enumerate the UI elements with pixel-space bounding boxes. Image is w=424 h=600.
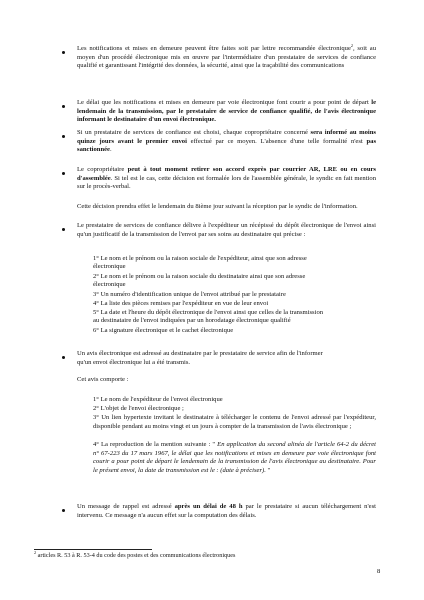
bullet-icon <box>62 172 65 175</box>
page-number: 8 <box>377 568 381 575</box>
bold-text: après un délai de 48 h <box>174 503 243 510</box>
list-item: 3° Un lien hypertexte invitant le destinataire à télécharger le contenu de l'envoi adressé par l'expéditeur, disponible pendant au moins vingt et un jours à compter de la transmission de l'avis électronique ; <box>93 414 376 430</box>
text: . Si tel est le cas, cette décision est formalée lors de l'assemblée générale, le syndic en fait mention sur le procès-verbal. <box>77 174 376 190</box>
text: Un message de rappel est adressé <box>77 503 175 510</box>
list-item: 4° La liste des pièces remises par l'expéditeur en vue de leur envoi <box>93 300 269 307</box>
avis-lead: Cet avis comporte : <box>77 376 129 383</box>
bold-text: peut à tout moment retirer son accord exprès par courrier AR, LRE ou en cours d'assemblée <box>77 166 376 182</box>
text: 4° La reproduction de la mention suivante : " <box>93 441 218 448</box>
document-page: Les notifications et mises en demeure peuvent être faites soit par lettre recommandée électronique$^2$, soit au moyen d'un procédé électronique mis en œuvre par l'intermédiaire d'un prestataire de services de confiance qualifié et garantissant l'intégrité des données, la sécurité, ainsi que la traçabilité des communications Le délai que les notifications et mises en demeure par voie électronique font courir a pour point de départ le lendemain de la transmission, par le prestataire de service de confiance qualifié, de l'avis électronique informant le destinataire d'un envoi électronique. Si un prestataire de services de confiance est choisi, chaque copropriétaire concerné sera informé au moins quinze jours avant le premier envoi effectué par ce moyen. L'absence d'une telle formalité n'est pas sanctionnée. Le copropriétaire peut à tout moment retirer son accord exprès par courrier AR, LRE ou en cours d'assemblée. Si tel est le cas, cette décision est formalée lors de l'assemblée générale, le syndic en fait mention sur le procès-verbal. Cette décision prendra effet le lendemain du 8ième jour suivant la réception par le syndic de l'information. Le prestataire de services de confiance délivre à l'expéditeur un récépissé du dépôt électronique de l'envoi ainsi qu'un justificatif de la transmission de l'envoi par ses soins au destinataire qui précise : 1° Le nom et le prénom ou la raison sociale de l'expéditeur, ainsi que son adresse électronique 2° Le nom et le prénom ou la raison sociale du destinataire ainsi que son adresse électronique 3° Un numéro d'identification unique de l'envoi attribué par le prestataire 4° La liste des pièces remises par l'expéditeur en vue de leur envoi 5° La date et l'heure du dépôt électronique de l'envoi ainsi que celles de la transmission au destinataire de l'envoi indiquées par un horodatage électronique qualifié 6° La signature électronique et le cachet électronique Un avis électronique est adressé au destinataire par le prestataire de service afin de l'informer qu'un envoi électronique lui a été transmis. Cet avis comporte : 1° Le nom de l'expéditeur de l'envoi électronique 2° L'objet de l'envoi électronique ; 3° Un lien hypertexte invitant le destinataire à télécharger le contenu de l'envoi adressé par l'expéditeur, disponible pendant au moins vingt et un jours à compter de la transmission de l'avis électronique ; 4° La reproduction de la mention suivante : " En application du second alinéa de l'article 64-2 du décret n° 67-223 du 17 mars 1967, le délai que les notifications et mises en demeure par voie électronique font courir a pour point de départ le lendemain de la transmission de l'avis électronique au destinataire. Pour le présent envoi, la date de transmission est le : (date à préciser). " Un message de rappel est adressé après un délai de 48 h par le prestataire si aucun téléchargement n'est intervenu. Ce message n'a aucun effet sur la computation des délais. $^2$ articles R. 53 à R. 53-4 du code des postes et des communications électroniques 8 <box>34 43 381 575</box>
bullet-icon <box>62 51 65 54</box>
text: Si un prestataire de services de confiance est choisi, chaque copropriétaire concerné <box>77 129 311 136</box>
text: Les notifications et mises en demeure peuvent être faites soit par lettre recommandée électronique <box>77 45 351 52</box>
bold-text: pas sanctionnée <box>77 137 377 153</box>
paragraph-notifications <box>77 45 376 71</box>
footnote <box>34 552 235 560</box>
list-item: 2° L'objet de l'envoi électronique ; <box>93 405 184 412</box>
paragraph-rappel <box>77 503 376 520</box>
bold-text: le lendemain de la transmission, par le prestataire de service de confiance qualifié, de l'avis électronique informant le destinataire d'un envoi électronique. <box>77 99 376 123</box>
paragraph-retrait-effet: Cette décision prendra effet le lendemain du 8ième jour suivant la réception par le syndic de l'information. <box>77 203 358 210</box>
bullet-icon <box>62 105 65 108</box>
paragraph-retrait <box>77 166 376 192</box>
list-item <box>93 441 376 475</box>
bullet-icon <box>62 356 65 359</box>
avis-intro-line: Un avis électronique est adressé au destinataire par le prestataire de service afin de l'informer <box>77 350 323 357</box>
text: " <box>265 466 271 474</box>
list-item: 6° La signature électronique et le cachet électronique <box>93 327 234 334</box>
footnote-number: 2 <box>34 550 37 555</box>
footnote-separator <box>34 549 152 550</box>
text: Le délai que les notifications et mises en demeure par voie électronique font courir a pour point de départ <box>77 99 372 106</box>
bullet-icon <box>62 509 65 512</box>
bullet-icon <box>62 228 65 231</box>
paragraph-delai <box>77 99 376 125</box>
bullet-icon <box>62 135 65 138</box>
text: Le copropriétaire <box>77 166 128 173</box>
list-item: 1° Le nom de l'expéditeur de l'envoi électronique <box>93 396 223 403</box>
footnote-text: articles R. 53 à R. 53-4 du code des postes et des communications électroniques <box>36 552 236 559</box>
avis-intro-line: qu'un envoi électronique lui a été transmis. <box>77 359 191 366</box>
italic-text: En application du second alinéa de l'article 64-2 du décret n° 67-223 du 17 mars 1967, le délai que les notifications et mises en demeure par voie électronique font courir a pour point de départ le lendemain de la transmission de l'avis électronique au destinataire. Pour le présent envoi, la date de transmission est le : (date à préciser). <box>93 441 376 474</box>
paragraph-prestataire <box>77 129 376 155</box>
footnote-ref: 2 <box>350 43 353 48</box>
text: par le prestataire si aucun téléchargement n'est intervenu. Ce message n'a aucun effet sur la computation des délais. <box>77 503 376 519</box>
text: . <box>109 146 112 153</box>
text: effectué par ce moyen. L'absence d'une telle formalité n'est <box>186 137 367 145</box>
list-item: 3° Un numéro d'identification unique de l'envoi attribué par le prestataire <box>93 291 286 298</box>
paragraph-recepisse: Le prestataire de services de confiance délivre à l'expéditeur un récépissé du dépôt électronique de l'envoi ainsi qu'un justificatif de la transmission de l'envoi par ses soins au destinataire qui précise : <box>77 222 376 238</box>
text: , soit au moyen d'un procédé électronique mis en œuvre par l'intermédiaire d'un prestataire de services de confiance qualifié et garantissant l'intégrité des données, la sécurité, ainsi que la traçabilité des communications <box>77 45 376 69</box>
bold-text: sera informé au moins quinze jours avant le premier envoi <box>77 129 376 145</box>
